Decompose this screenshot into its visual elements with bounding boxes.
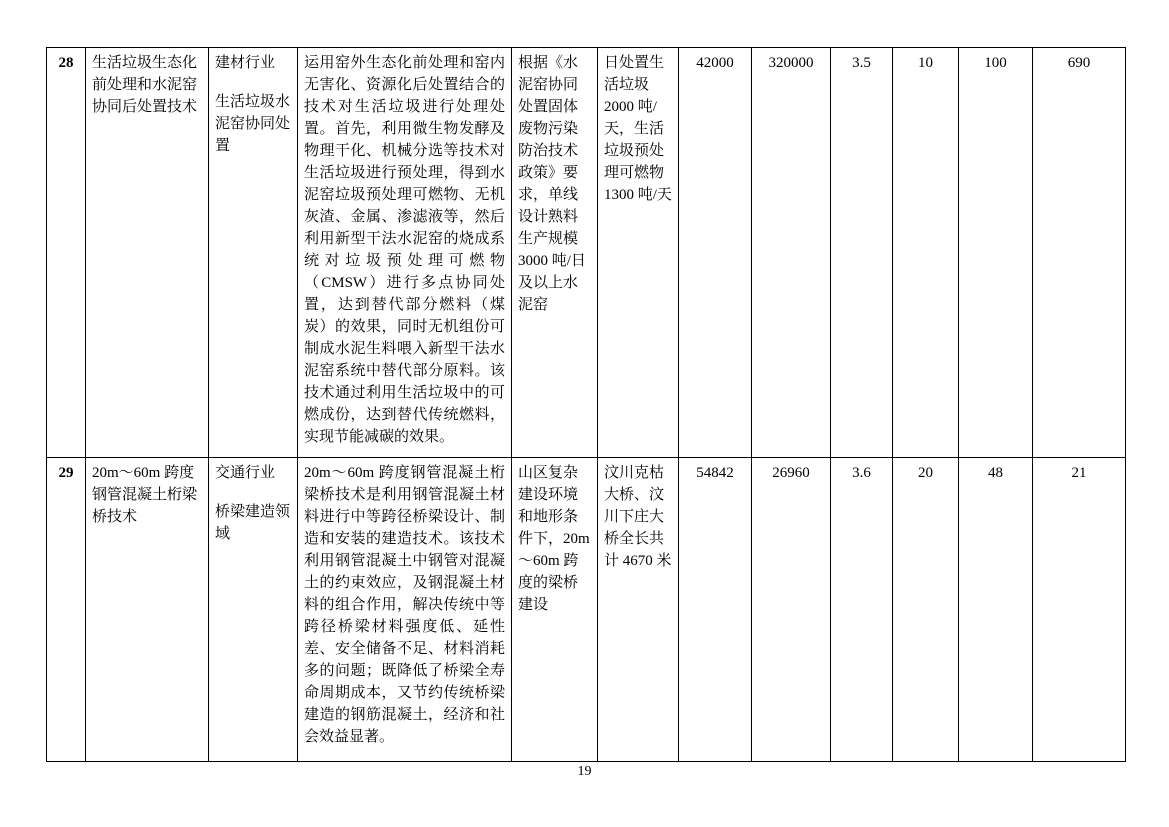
- value-cell-2: 26960: [752, 458, 831, 762]
- description-cell: 20m～60m 跨度钢管混凝土桁梁桥技术是利用钢管混凝土材料进行中等跨径桥梁设计、制造和安装的建造技术。该技术利用钢管混凝土中钢管对混凝土的约束效应，及钢混凝土材料的组合作用，解决传统中等跨径桥梁材料强度低、延性差、安全储备不足、材料消耗多的问题；既降低了桥梁全寿命周期成本，又节约传统桥梁建造的钢筋混凝土，经济和社会效益显著。: [298, 458, 512, 762]
- value-cell-5: 48: [959, 458, 1033, 762]
- row-number-cell: 28: [47, 48, 86, 458]
- industry-name: 交通行业: [215, 465, 276, 481]
- industry-sector-cell: [209, 458, 298, 762]
- tech-name-cell: 20m～60m 跨度钢管混凝土桁梁桥技术: [86, 458, 209, 762]
- value-cell-4: 20: [893, 458, 959, 762]
- table-row-29: [47, 458, 1126, 762]
- scale-cell: 汶川克枯大桥、汶川下庄大桥全长共计 4670 米: [598, 458, 679, 762]
- value-cell-1: 42000: [679, 48, 752, 458]
- value-cell-5: 100: [959, 48, 1033, 458]
- industry-sector-cell: [209, 48, 298, 458]
- page-number: 19: [577, 764, 592, 779]
- tech-name-cell: 生活垃圾生态化前处理和水泥窑协同后处置技术: [86, 48, 209, 458]
- application-conditions-cell: 山区复杂建设环境和地形条件下，20m～60m 跨度的梁桥建设: [512, 458, 598, 762]
- value-cell-1: 54842: [679, 458, 752, 762]
- value-cell-3: 3.6: [831, 458, 893, 762]
- industry-name: 建材行业: [215, 55, 276, 71]
- technology-table: [46, 47, 1126, 762]
- value-cell-6: 690: [1033, 48, 1126, 458]
- row-number-cell: 29: [47, 458, 86, 762]
- industry-field: 生活垃圾水泥窑协同处置: [215, 94, 291, 154]
- table-row-28: [47, 48, 1126, 458]
- description-cell: 运用窑外生态化前处理和窑内无害化、资源化后处置结合的技术对生活垃圾进行处理处置。首先，利用微生物发酵及物理干化、机械分选等技术对生活垃圾进行预处理，得到水泥窑垃圾预处理可燃物、无机灰渣、金属、渗滤液等，然后利用新型干法水泥窑的烧成系统对垃圾预处理可燃物（CMSW）进行多点协同处置，达到替代部分燃料（煤炭）的效果，同时无机组份可制成水泥生料喂入新型干法水泥窑系统中替代部分原料。该技术通过利用生活垃圾中的可燃成份，达到替代传统燃料，实现节能减碳的效果。: [298, 48, 512, 458]
- value-cell-4: 10: [893, 48, 959, 458]
- industry-field: 桥梁建造领域: [215, 504, 291, 542]
- application-conditions-cell: 根据《水泥窑协同处置固体废物污染防治技术政策》要求，单线设计熟料生产规模 3000 吨/日及以上水泥窑: [512, 48, 598, 458]
- scale-cell: 日处置生活垃圾 2000 吨/天，生活垃圾预处理可燃物 1300 吨/天: [598, 48, 679, 458]
- value-cell-2: 320000: [752, 48, 831, 458]
- value-cell-6: 21: [1033, 458, 1126, 762]
- value-cell-3: 3.5: [831, 48, 893, 458]
